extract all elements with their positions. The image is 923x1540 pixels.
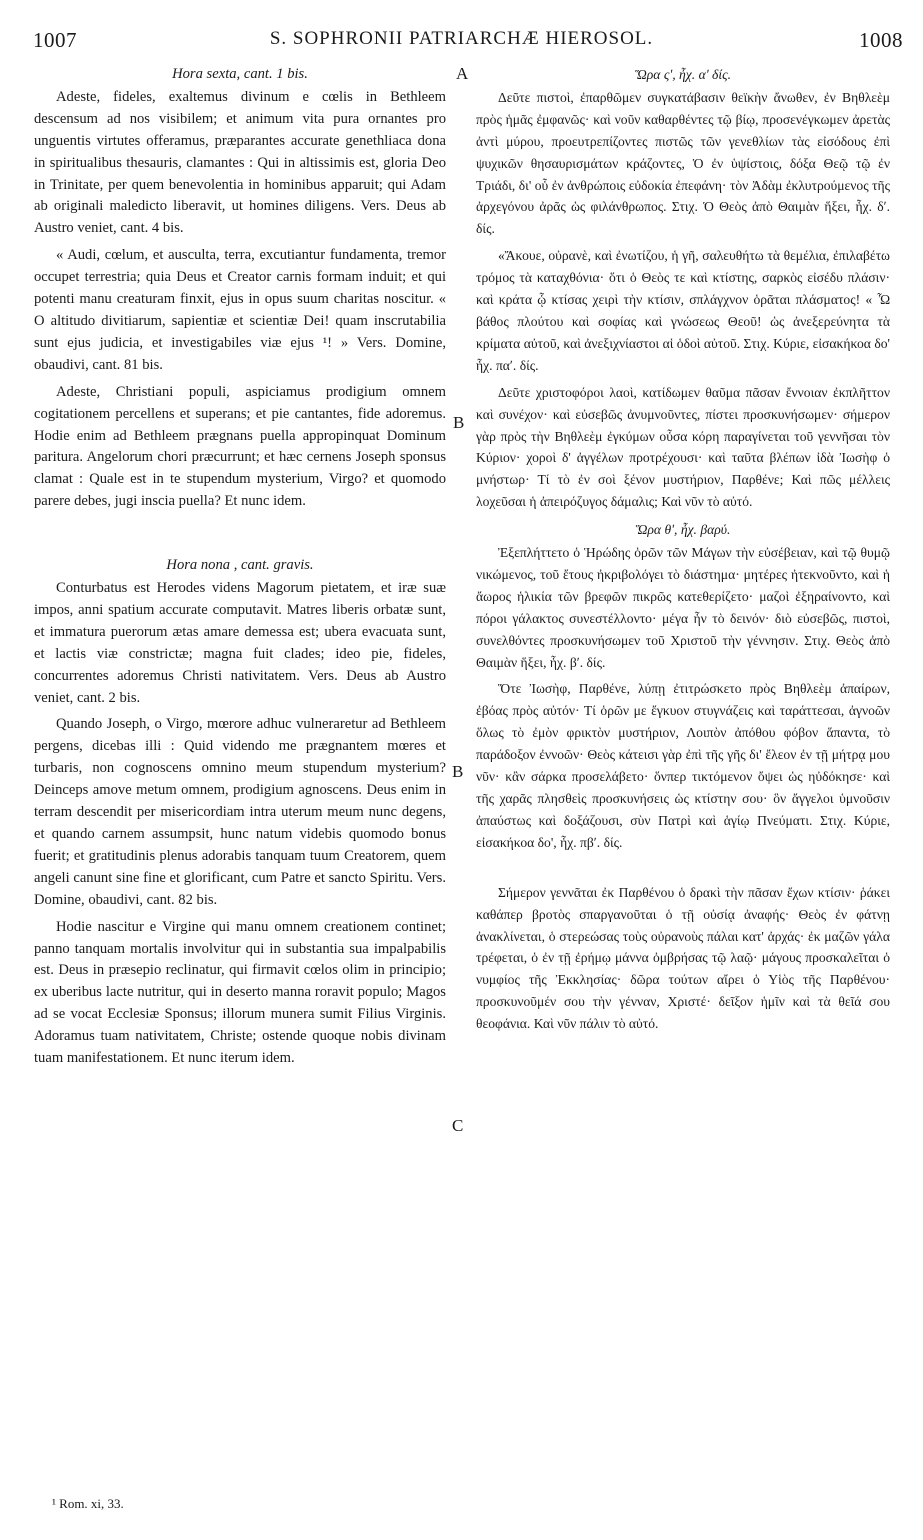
footnote: ¹ Rom. xi, 33. [52,1496,124,1511]
greek-paragraph: Σήμερον γεννᾶται ἐκ Παρθένου ὁ δρακὶ τὴν πᾶσαν ἔχων κτίσιν· ῥάκει καθάπερ βροτὸς σπαργανοῦται ὁ τῇ οὐσίᾳ ἀναφής· Θεὸς ἐν φάτνῃ ἀνακλίνεται, ὁ στερεώσας τοὺς οὐρανοὺς πάλαι κατ' ἀρχάς· ἐκ μαζῶν γάλα τρέφεται, ὁ ἐν τῇ ἐρήμῳ μάννα ὀμβρήσας τῷ λαῷ· μάγους προσκαλεῖται ὁ νυμφίος τῆς Ἐκκλησίας· δῶρα τούτων αἴρει ὁ Υἱὸς τῆς Παρθένου· προσκυνοῦμέν σου τὴν γένναν, Χριστέ· δεῖξον ἡμῖν καὶ τὰ θεῖά σου θεοφάνια. Καὶ νῦν πάλιν τὸ αὐτό. [476,884,890,1032]
latin-paragraph: Conturbatus est Herodes videns Magorum pietatem, et iræ suæ impos, anni spatium accurate computavit. Matres liberis orbatæ sunt, et immatura puerorum ætas amare demessa est; ubera evacuata sunt, et lactis viæ constrictæ; magna fuit clades; ideo pie, fideles, concurrentes adoremus Christi nativitatem. Vers. Deus ab Austro veniet, cant. 2 bis. [34,580,446,706]
greek-paragraph: Δεῦτε χριστοφόροι λαοὶ, κατίδωμεν θαῦμα πᾶσαν ἔννοιαν ἐκπλῆττον καὶ συνέχον· καὶ εὐσεβῶς ἀνυμνοῦντες, πίστει προσκυνήσωμεν· σήμερον γὰρ πρὸς τὴν Βηθλεὲμ ἐγκύμων οὖσα κόρη παραγίνεται τοῦ γεννῆσαι τὸν Κύριον· χοροὶ δ' ἀγγέλων προτρέχουσι· καὶ ταῦτα βλέπων ἰδὰ Ἰωσὴφ ὁ μνήστωρ· Τί τὸ ἐν σοὶ ξένον μυστήριον, Παρθένε; Καὶ πῶς μέλλεις λοχεῦσαι ἡ ἀπειρόζυγος δάμαλις; Καὶ νῦν τὸ αὐτό. [476,384,890,510]
running-title: S. SOPHRONII PATRIARCHÆ HIEROSOL. [269,28,654,49]
latin-column [34,64,446,1075]
margin-marker-b-mid: B [452,762,464,781]
page-number-right: 1008 [859,28,903,52]
latin-heading-hora-nona: Hora nona , cant. gravis. [166,557,314,574]
greek-heading-hora-9: Ὥρα θʹ, ἦχ. βαρύ. [635,522,731,538]
greek-column [476,64,890,1040]
margin-marker-b-left: B [453,413,465,432]
greek-paragraph: Ἐξεπλήττετο ὁ Ἡρώδης ὁρῶν τῶν Μάγων τὴν εὐσέβειαν, καὶ τῷ θυμῷ νικώμενος, τοῦ ἔτους ἠκριβολόγει τὸ διάστημα· μητέρες ἠτεκνοῦντο, καὶ ἡ ἄωρος ἡλικία τῶν βρεφῶν πικρῶς κατεθερίζετο· μαζοὶ ἐξηραίνοντο, καὶ πόροι γάλακτος συνεστέλλοντο· μέγα ἦν τὸ δεινόν· διὸ εὐσεβῶς, πιστοὶ, συνελθόντες προσκυνήσωμεν τοῦ Χριστοῦ τὴν γέννησιν. Στιχ. Θεὸς ἀπὸ Θαιμὰν ἥξει, ἦχ. βʹ. δίς. [476,545,890,670]
latin-paragraph: Adeste, fideles, exaltemus divinum e cœlis in Bethleem descensum ad nos visibilem; et animum vita pura ornantes pro unguentis virtutes offeramus, præparantes accurate genethliaca dona in spiritualibus thesauris, clamantes : Qui in altissimis est, gloria Deo in Trinitate, per quem benevolentia in hominibus apparuit; qui Adam ab originali maledicto liberavit, ut homines diligens. Vers. Deus ab Austro veniet, cant. 4 bis. [34,88,446,237]
latin-paragraph: Hodie nascitur e Virgine qui manu omnem creationem continet; panno tanquam mortalis involvitur qui in substantia sua impalpabilis est. Deus in præsepio reclinatur, qui firmavit cœlos olim in principio; ex uberibus lacte nutritur, qui in deserto manna roravit populo; Magos ad se vocat Ecclesiæ Sponsus; illorum munera sumit Filius Virginis. Adoramus tuam nativitatem, Christe; ostende quoque nobis divinam tuam manifestationem. Et nunc iterum idem. [34,918,446,1067]
latin-paragraph: « Audi, cœlum, et ausculta, terra, excutiantur fundamenta, tremor occupet terrestria; quia Deus et Creator carnis formam induit; et qui potenti manu creaturam finxit, ejus in opus suum charitas noscitur. « O altitudo divitiarum, sapientiæ et scientiæ Dei! quam inscrutabilia sunt ejus judicia, et investigabiles viæ ejus ¹! » Vers. Domine, obaudivi, cant. 81 bis. [34,247,446,373]
page-number-left: 1007 [33,28,77,52]
greek-paragraph: «Ἄκουε, οὐρανὲ, καὶ ἐνωτίζου, ἡ γῆ, σαλευθήτω τὰ θεμέλια, ἐπιλαβέτω τρόμος τὰ καταχθόνια· ὅτι ὁ Θεὸς τε καὶ κτίστης, σαρκὸς εἰσέδυ πλάσιν· καὶ κράτα ᾧ κτίσας χειρὶ τὴν κτίσιν, σπλάγχνον ὁρᾶται πλάσματος! « Ὦ βάθος πλούτου καὶ σοφίας καὶ γνώσεως Θεοῦ! ὡς ἀνεξερεύνητα τὰ κρίματα αὐτοῦ, καὶ ἀνεξιχνίαστοι αἱ ὁδοὶ αὐτοῦ. Στιχ. Κύριε, εἰσακήκοα δο' ἦχ. παʹ. δίς. [476,248,890,373]
margin-marker-a: A [456,64,469,83]
greek-paragraph: Ὅτε Ἰωσὴφ, Παρθένε, λύπῃ ἐτιτρώσκετο πρὸς Βηθλεὲμ ἀπαίρων, ἐβόας πρὸς αὐτόν· Τί ὁρῶν με ἔγκυον στυγνάζεις καὶ ταράττεσαι, ἀγνοῶν ὅλως τὸ ἐμὸν φρικτὸν μυστήριον, Λοιπὸν ἀπόθου φόβον ἅπαντα, τὸ παράδοξον ἐννοῶν· Θεὸς κάτεισι γὰρ ἐπὶ τῆς γῆς δι' ἔλεον ἐν τῇ μήτρᾳ μου νῦν· κἂν σάρκα προσελάβετο· ὅνπερ τικτόμενον ὄψει ὡς ηὐδόκησε· καὶ τῆς χαρᾶς πλησθεὶς προσκυνήσεις ὡς κτίστην σου· ὃν ἄγγελοι ὑμνοῦσιν ἀπαύστως καὶ δοξάζουσι, σὺν Πατρὶ καὶ ἁγίῳ Πνεύματι. Στιχ. Κύριε, εἰσακήκοα δο', ἦχ. πβʹ. δίς. [476,681,890,850]
greek-heading-hora-6: Ὥρα ςʹ, ἦχ. αʹ δίς. [634,67,732,82]
latin-paragraph: Quando Joseph, o Virgo, mœrore adhuc vulneraretur ad Bethleem pergens, dicebas illi : Quid videndo me prægnantem mœres et turbaris, non cognoscens omnino meum stupendum mysterium? Deinceps amove metum omnem, prodigium agnoscens. Deus enim in terram descendit per misericordiam intra uterum meum nunc degens, et quando carnem assumpsit, hunc natum videbis quomodo bonus fuerit; et gratitudinis plenus adorabis tanquam tuum Creatorem, quem angeli canunt sine fine et glorificant, cum Patre et sancto Spiritu. Vers. Domine, obaudivi, cant. 82 bis. [34,716,446,908]
margin-marker-c: C [452,1116,464,1135]
greek-paragraph: Δεῦτε πιστοὶ, ἐπαρθῶμεν συγκατάβασιν θεϊκὴν ἄνωθεν, ἐν Βηθλεὲμ πρὸς ἡμᾶς ἐμφανῶς· καὶ νοῦν καθαρθέντες τῷ βίῳ, προσενέγκωμεν ἀρετὰς ἀντὶ μύρου, προευτρεπίζοντες πιστῶς τῶν γενεθλίων τὰς εἰσόδους ἐπὶ ψυχικῶν θησαυρισμάτων κράζοντες, Ὁ ἐν ὑψίστοις, δόξα Θεῷ τῷ ἐν Τριάδι, δι' οὗ ἐν ἀνθρώποις εὐδοκία ἐπεφάνη· τὸν Ἀδὰμ ἐκλυτρούμενος τῆς ἀρχεγόνου ἀρᾶς ὡς φιλάνθρωπος. Στιχ. Ὁ Θεὸς ἀπὸ Θαιμὰν ἥξει, ἦχ. δʹ. δίς. [476,89,890,237]
latin-paragraph: Adeste, Christiani populi, aspiciamus prodigium omnem cogitationem percellens et superans; et pie cantantes, fide adoremus. Hodie enim ad Bethleem prægnans puella appropinquat Dominum paritura. Angelorum chori præcurrunt; et hæc cernens Joseph sponsus clamat : Quale est in te stupendum mysterium, Virgo? et quomodo parere debes, jugi inscia puella? Et nunc idem. [34,383,446,510]
latin-heading-hora-sexta: Hora sexta, cant. 1 bis. [172,66,308,82]
